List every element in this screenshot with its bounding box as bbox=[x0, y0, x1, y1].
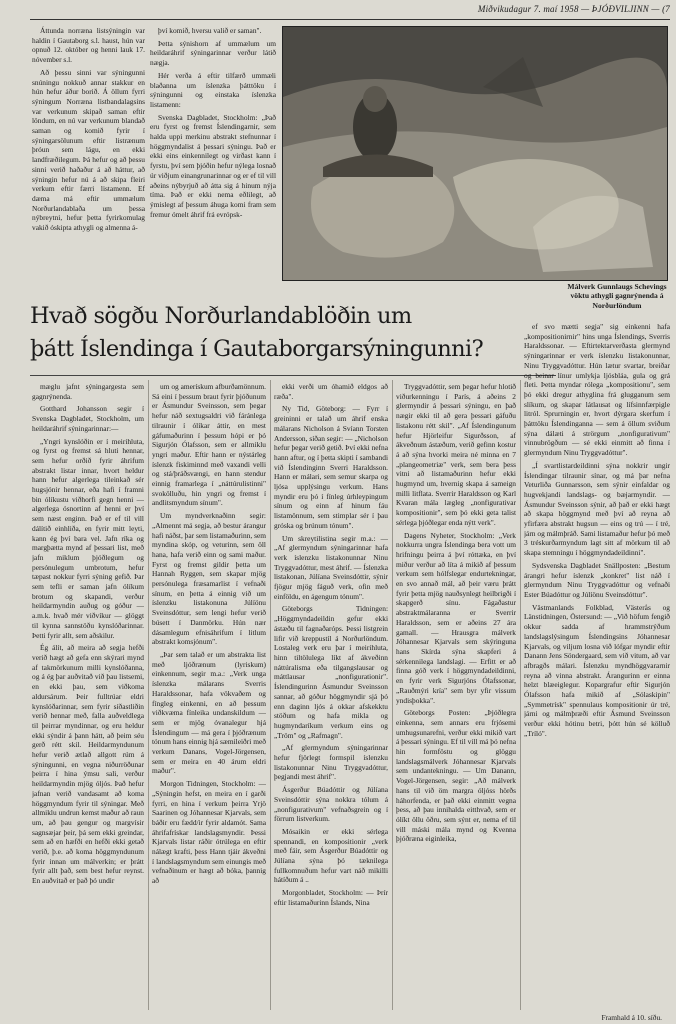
column-divider bbox=[392, 380, 393, 1010]
paragraph: Gotthard Johansson segir í Svenska Dagbladet, Stockholm, um heildaráhrif sýningarinnar:— bbox=[32, 404, 144, 433]
paragraph: „Þar sem talað er um abstrakta list með ljóðrænum (lyriskum) einkennum, segir m.a.: „Verk unga íslenzka málarans Sverris Haraldssonar, hafa vökvaðem og fíngleg einkenni, en að þessum viðkvæma fínleika undanskildum — sem er mjög óvanalegur hjá Íslendingum — má gera í þjóðrænum tónum hans einnig hjá sæmileiðri með verkum Danans, Vogel-Jörgensen, sem er meira en 40 árum eldri maður". bbox=[152, 649, 266, 776]
paragraph: Sydsvenska Dagbladet Snällposten: „Bestum árangri hefur íslenzk „konkret" list náð í glermyndum Ninu Tryggvadóttur og vefnaði Ester Búadóttur og Júlíönu Sveinsdóttur". bbox=[524, 560, 670, 599]
paragraph: því komið, hversu valið er saman". bbox=[158, 26, 262, 35]
paragraph: um og amerískum afburðamönnum. Sá eini í þessum braut fyrir þjóðunum er Ásmundur Sveinsson, sem þegar hefur náð sextugsaldri við fáránlega tilraunir í ólíkar áttir, en mest gáfumaðurinn í þessum hópi er þó Sigurjón Ólafsson, sem er allmiklu yngri maður. Eftir hann er nýstárleg íslenzk fiskiminnd með vaxandi velli og stá/þráðsvængi, en hann stendur einnig framarlega í „náttúrulistinni" svokölluðu, hin yngri og fremst í andlitsmyndum sínum". bbox=[152, 382, 266, 508]
continued-note: Framhald á 10. síðu. bbox=[601, 1013, 662, 1022]
paragraph: mæglu jafnt sýningargesta sem gagnrýnenda. bbox=[32, 382, 144, 401]
paragraph: ekki verði um óhamið eldgos að ræða". bbox=[274, 382, 388, 401]
paragraph: Västmanlands Folkblad, Västerås og Länstidningen, Östersund: — „Við höfum fengið okkur sadda af hrammstrýðum landslagslýsingum Íslendingsins Jóhannesar Kjarvals, og viljum losna við lófgar myndir eftir Danann Jens Söndergaard, sem við vitum, að var afbragðs málari. Íslenzku myndhöggvararnir reyna að vinna abstrakt. Árangurinn er einna helzt blæeiglegur. Kopargrafur eftir Sigurjón Ólafsson hafa mikið af „Sólaskipin" „Symmetrísk" spennulaus kompositionir úr tré, járni og málmþræði eftir Ásmund Sveinsson verður ekki hótinu betri, þótt hún sé kölluð „Tríló". bbox=[524, 602, 670, 738]
paragraph: Ásgerður Búadóttir og Júlíana Sveinsdóttir sýna nokkra tólum á „nonfigurativum" vefnaðsgrein og í förrum listverkum. bbox=[274, 785, 388, 824]
column-divider bbox=[148, 380, 149, 1010]
article-headline bbox=[30, 300, 550, 366]
paragraph: Ny Tid, Göteborg: — Fyrr í greininni er talað um áhrif enska málarans Nicholson á Svíann Torsten Andersson, síðan segir: — „Nicholson hefur þegar verið getið. Því ekki nefna hann aftur, og í þetta skipti í sambandi við Íslendinginn Sverri Haraldsson. Hann er málari, sem semur skarpa og ljósa upplýsingu verkum. Hans myndir eru þó í fínleg úrhleypingum sínum og einn af hinum fáu listamönnum, sem stimplar sér í þau gróska og brúnum tónum". bbox=[274, 404, 388, 530]
headline-rule bbox=[30, 375, 556, 376]
photo-caption: Málverk Gunnlaugs Schevings vöktu athygli gagnrýnenda á Norðurlöndum bbox=[567, 282, 667, 310]
top-left-column bbox=[32, 26, 145, 294]
article-column-4 bbox=[396, 382, 516, 1007]
paragraph: Dagens Nyheter, Stockholm: „Verk nokkurra ungra Íslendinga bera vott um hrifningu þeirra á því róttæka, en því miður verður að líta á mikið af þessum verkum sem hólfslegar endurtekningar, en svo annað mál, að þeir væru þrátt fyrir þetta mjög nauðsynlegt heilbrigði í skapgerð sínu. Fágaðastur abstraktmálaranna er Sverrir Haraldsson, sem er aðeins 27 ára gamall. — Hrausgra málverk Jóhannesar Kjarvals sem skýringuna hans Skírda sýna skapferi á sérkennilega landslagi. — Erfitt er að finna góð verk í höggmyndadeildinni, en fyrir verk Sigurjóns Ólafssonar, „Rauðmýri kría" sem byr yfir vissum yndisþokka". bbox=[396, 530, 516, 705]
painting-photo bbox=[282, 26, 668, 281]
paragraph: „Í svartlistardeildinni sýna nokkrir ungir Íslendingar tilraunir sínar, og má þar nefna Veturliða Gunnarsson, sem sýnir einfaldar og hugvekjandi landslags- og bæjarmyndir. — Ásmundur Sveinsson sýnir, að það er ekki hægt að skapa höggmynd með því að reyna að yfirfæra abstrakt hugsun — eins og trú — í tré, járn og málmþráð. Sami listamaður hefur þó með 3 tréskurðarmyndum lagt sitt af mörkum til að skapa stemningu í höggmyndadeildinni". bbox=[524, 460, 670, 558]
paragraph: Hér verða á eftir tilfærð ummæli blaðanna um íslenzka þátttöku í sýningunni og einstaka íslenzka listamenn: bbox=[150, 70, 276, 109]
column-divider bbox=[270, 380, 271, 1010]
column-divider bbox=[520, 380, 521, 1010]
article-column-3 bbox=[274, 382, 388, 1007]
masthead: Miðvikudagur 7. maí 1958 — ÞJÓÐVILJINN — (7 bbox=[477, 4, 670, 14]
paragraph: Áttunda norræna listsýningin var haldin í Gautaborg s.l. haust, hún var opnuð 12. október og henni lauk 17. nóvember s.l. bbox=[32, 26, 145, 65]
paragraph: Mósaikin er ekki sérlega spennandi, en kompositionir „verk með fáir, sem Ásgerður Búadóttir og Júlíana sýna þó tæknilega fullkomnuðum hefur vart náð mikilli hátíðum á .. bbox=[274, 826, 388, 885]
paragraph: Að þessu sinni var sýningunni snúningu nokkuð annar stakkur en hún hefur áður borið. Á öllum fyrri sýningum Norræna listbandalagsins var verkunum skipað saman eftir löndum, en nú var verkunum blandað saman og komið fyrir í sýningarsölunum eftir listrænum þróun sem lágu, en ekki landfræðilegum. Þá hefur og að þessu sinni verið haðaður á að háttur, að sýningin hefur nú á að skipa fleiri verkum eftir færri listamenn. Ef dæma má eftir ummælum Norðurlandablaða um þessa nýbreytni, hefur þetta fyrirkomulag vakið óskipta athygli og almenna á- bbox=[32, 67, 145, 233]
paragraph: Morgonbladet, Stockholm: — Þrír eftir listamaðurinn Íslands, Nina bbox=[274, 888, 388, 907]
article-column-5 bbox=[524, 322, 670, 1008]
paragraph: „Af glermyndum sýningarinnar hefur fjörlegt formspil íslenzku listakonunnar Ninu Tryggvadóttur, þegjandi mest áhrif". bbox=[274, 743, 388, 782]
paragraph: Ég álít, að meira að segja hefði verið hægt að gefa enn skýrari mynd af takmörkunum milli kynslóðanna, og á ég þar auðvitað við þau listsemi, en ekki þau, sem viðkoma aldursárum. Þeir fulltrúar eldri kynslóðarinnar, sem fyrir síðastliðin verið hennar með, falla auðveldlega til þeirrar myndinnar, og eru heldur ekki sýndir á þann hátt, að þeim séu gerð rétt skil. Heildarmyndunum hefur verið ætlað allgott rúm á sýningunni, en vegna niðurröðunar þeirra í hina ýmsu sali, verður heildarmyndin mjög óljós. Það hefur jafnan verið vandasamt að koma höggmyndum fyrir til sýningar. Með allmiklu undrun kemst maður að raun um, að þau gengur og margvísir sagnsæjar þeir, þá sem ekki greindar, sem að en hæfði en hefði ekki getað verið, þ.e. að koma höggmyndunum fyrir innan um málverkin; er þrátt fyrir allt það, sem best hefur reynst. En auðvitað er það þó undir bbox=[32, 643, 144, 886]
paragraph: Göteborgs Tidningen: „Höggmyndadeildin gefur ekki ástæðu til fagnaðaróps. Þessi listgrein lifir við kreppustíl á Norðurlöndum. Lostaleg verk eru þar í meirihluta, hinn tiltölulega líkt af ákveðinn náttúralisma eða tilgangslausar og máttlausar „nonfigurationir". Íslendingurinn Ásmundur Sveinsson sannar, að góður höggmyndir sjá þó enn daginn ljós á okkar afskekktu stöðum og hafa mikla og hugmyndaríkum verkum eins og „Tröm" og „Rafmagn". bbox=[274, 604, 388, 740]
paragraph: Um myndverknaðinn segir: „Almennt má segja, að bestur árangur hafi náðst, þar sem listamaðurinn, sem myndina skóp, og veturinn, sem öll hana, hafa verið einn og sami maður. Fyrst og fremst gildir þetta um Hannah Ryggen, sem skapar mjög persónulega fræsamarlist í vefnaði sínum, en þetta á einnig við um íslenzku listakonuna Júlíönu Sveinsdóttur, sem lengi hefur verið búsett í Danmörku. Hún nær dásamlegum efnisáhrifum í litlum abstrakt komsjónum". bbox=[152, 511, 266, 647]
paragraph: „Yngri kynslóðin er í meirihluta, og fyrst og fremst sá hluti hennar, sem hefur orðið fyrir áhrifum abstrakt listar innar, hvort heldur hann hefur algerlega tileinkað sér hugsjónir hennar, eða hafi í framni bin ólíkustu viðhorfi gegn henni — algerlega ósnortinn af henni er því sem næst enginn. Það er ef til vill dálítið einhliða, en fyrir mitt leyti, kann ég því bara vel. Jafn ríka og margþætta mynd af þessari list, með jafn miklum þjóðlegum og persónulegum umbrotum, hefur tæpast nokkur fyrri sýning gefið. Þar sem tefli er saman jafn ólíkum brotum og skapandi, verður heildarmyndin auðug og góður — a.m.k. hvað mér viðvíkur — glöggt til kynna sannstöðu kynslóðarinnar. Þetti fyrir allt, sem aðskilur. bbox=[32, 436, 144, 640]
masthead-rule bbox=[30, 19, 670, 20]
headline-line-2: þátt Íslendinga í Gautaborgarsýningunni? bbox=[30, 336, 484, 362]
painting-illustration bbox=[283, 27, 667, 280]
paragraph: Um skreytilistina segir m.a.: — „Af glermyndum sýningarinnar hafa verk íslenzku listakonunnar Ninu Tryggvadóttur, mest áhrif. — Íslenzka listakonan, Júlíana Sveinsdóttir, sýnir fjögur mjög fáguð verk, ofin með einföldu, en ágengum tónum". bbox=[274, 533, 388, 601]
paragraph: Tryggvadóttir, sem þegar hefur hlotið viðurkenningu í París, á aðeins 2 glermyndir á þessari sýningu, en það nægir ekki til að gera þessari gáfuðu listakonu rétt skil". „Af Íslendingunum hefur Hjörleifur Sigurðsson, af ákveðnum ástæðum, verið gefinn kostur á að sýna hvorki meira né minna en 7 „plangeometriæ" verk, sem bera þess vitni að listamaðurinn hefur ekki hugmynd um, hvernig skapa á sameign milli litflata. Sverrir Haraldsson og Karl Kvaran mála lægleg „nonfigurativar kompositionir", sem þó ekki geta talist sérlega þjóðlegar enda nýtt verk". bbox=[396, 382, 516, 527]
paragraph: Göteborgs Posten: „Þjóðlegra einkenna, sem annars eru frjósemi umhugsunarefni, verður ekki mikið vart á þessari sýningu. Ef til vill má þó nefna hin formföstu og glöggu landslagsmálverk Jóhannesar Kjarvals sem undantekningu. — Um Danann, Vogel-Jörgensen, segir: „Að málverk hans til við öm margra óljóss hörðs háhorfenda, er það ekki einmitt vegna þess, að þau innihalda eitthvað, sem er ólíkt öllu öðru, sem sýnt er, nema ef til vill máski mála mynd og Kvenna þjóðræna eiginleika, bbox=[396, 708, 516, 844]
top-middle-column bbox=[150, 26, 276, 294]
paragraph: Þetta sýnishorn af ummælum um heildaráhrif sýningarinnar verður látið nægja. bbox=[150, 38, 276, 68]
article-column-1 bbox=[32, 382, 144, 1007]
paragraph: Morgon Tidningen, Stockholm: — „Sýningin hefst, en meira en í garði fyrri, en hina í verkum þeirra Yrjö Saarinen og Jóhannesar Kjarvals, sem báðir eru fædd/ir fyrir aldamót. Sama áhrifafrískar landslagsmyndir. Þessi Kjarvals listar ráðir ótrúlega en eftir nálægt krafti, þess Hann tjáir ákveðni í landslagsmyndum sem einungis með vefnaðinum er hægt að bóka, þannig að bbox=[152, 779, 266, 886]
paragraph: Svenska Dagbladet, Stockholm: „Það eru fyrst og fremst Íslendingarnir, sem halda uppi merkinu abstrakt stefnunnar í höggmyndalist á þessari sýningu. Það er ekki eins einkennilegt og virðast kann í fyrstu, því sem þjóðin hefur nýlega losnað úr viðjum einangrunarinnar og er ef til vill aðeins nýbyrjuð að átta sig á hinum nýja tíma. Það er ekki nema eðlilegt, að ýmislegt af þessum áhuga komi fram sem fremur ómelt áhrif frá evrópsk- bbox=[150, 112, 276, 219]
article-column-2 bbox=[152, 382, 266, 1007]
headline-line-1: Hvað sögðu Norðurlandablöðin um bbox=[30, 303, 412, 329]
paragraph: ef svo mætti segja" sig einkenni hafa „kompositionirnir" hins unga Íslendings, Sverris Haraldssonar. — Eftirtektarverðasta glermynd sýningarinnar er verk íslenzku listakonunnar, Ninu Tryggvadóttur. Hún lætur svartar, breiðar og beinar línur umlykja ljósbláa, gula og grá fleti. Þetta myndar rólega „kompositionu", sem þó ekki dregur athyglina frá glugganum sem slíkum, og skapar látlausat og lífsinnfærpigle litról. Sprurningin er, hvort dýrgara skerfum í þátttöku Íslendinganna — sem á öllum sviðum sýna dálæti á strörgum „nonfigurativum" vinnubrögðum — sé ekki einmitt að finna í glermyndum Ninu Tryggvadóttur". bbox=[524, 322, 670, 458]
